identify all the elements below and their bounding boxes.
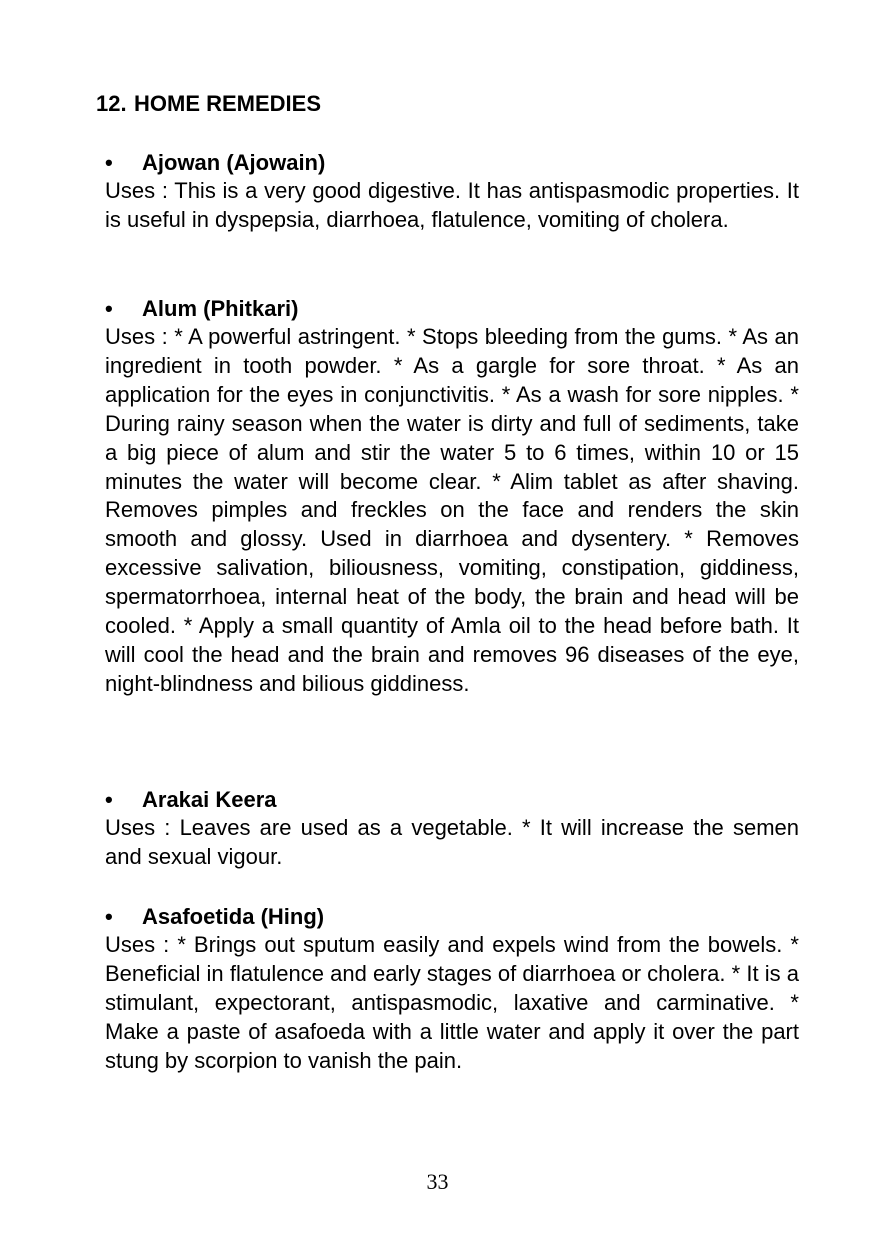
remedy-title-row (105, 294, 799, 323)
remedy-uses-text: Uses : This is a very good digestive. It has antispasmodic properties. It is useful in dyspepsia, diarrhoea, flatulence, vomiting of cholera. (105, 178, 799, 232)
section-number: 12. (96, 91, 127, 116)
remedy-title: Alum (Phitkari) (142, 296, 299, 321)
bullet-icon: • (105, 296, 113, 321)
section-heading (96, 91, 321, 117)
bullet-icon: • (105, 150, 113, 175)
bullet-icon: • (105, 904, 113, 929)
remedy-entry-ajowan (105, 148, 799, 235)
remedy-title-row (105, 902, 799, 931)
section-title: HOME REMEDIES (134, 91, 322, 116)
remedy-uses-text: Uses : Leaves are used as a vegetable. * It will increase the semen and sexual vigour. (105, 815, 799, 869)
remedy-title: Asafoetida (Hing) (142, 904, 325, 929)
remedy-title: Ajowan (Ajowain) (142, 150, 326, 175)
remedy-entry-asafoetida (105, 902, 799, 1076)
bullet-icon: • (105, 787, 113, 812)
remedy-title-row (105, 148, 799, 177)
remedy-uses-text: Uses : * Brings out sputum easily and expels wind from the bowels. * Beneficial in flatulence and early stages of diarrhoea or cholera. * It is a stimulant, expectorant, antispasmodic, laxative and carminative. * Make a paste of asafoeda with a little water and apply it over the part stung by scorpion to vanish the pain. (105, 932, 799, 1073)
page-number: 33 (426, 1169, 449, 1194)
remedy-entry-arakai-keera (105, 785, 799, 872)
remedy-title-row (105, 785, 799, 814)
remedy-uses-text: Uses : * A powerful astringent. * Stops bleeding from the gums. * As an ingredient in tooth powder. * As a gargle for sore throat. * As an application for the eyes in conjunctivitis. * As a wash for sore nipples. * During rainy season when the water is dirty and full of sediments, take a big piece of alum and stir the water 5 to 6 times, within 10 or 15 minutes the water will become clear. * Alim tablet as after shaving. Removes pimples and freckles on the face and renders the skin smooth and glossy. Used in diarrhoea and dysentery. * Removes excessive salivation, biliousness, vomiting, constipation, giddiness, spermatorrhoea, internal heat of the body, the brain and head will be cooled. * Apply a small quantity of Amla oil to the head before bath. It will cool the head and the brain and removes 96 diseases of the eye, night-blindness and bilious giddiness. (105, 324, 799, 696)
remedy-title: Arakai Keera (142, 787, 277, 812)
remedy-entry-alum (105, 294, 799, 699)
